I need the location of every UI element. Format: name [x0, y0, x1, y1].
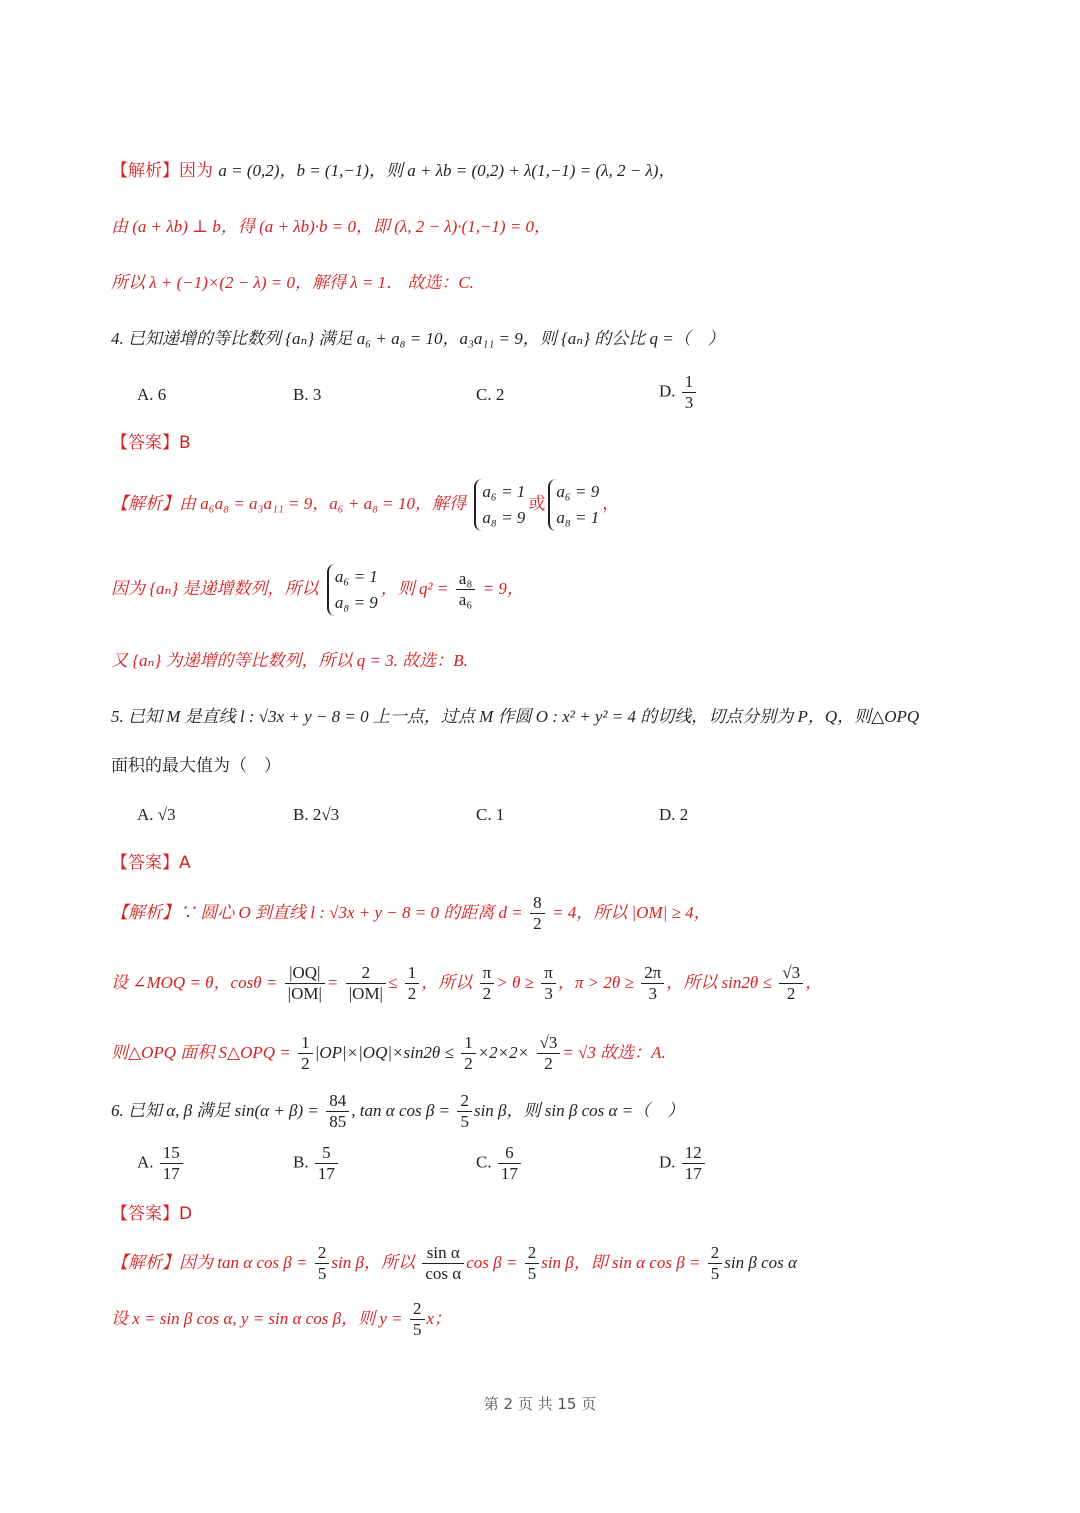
q4-option-b: B. 3 — [293, 385, 322, 404]
q3-vector-expression: a = (0,2)，b = (1,−1)，则 a + λb = (0,2) + λ(1,−1) = (λ, 2 − λ)， — [218, 161, 676, 180]
q5-analysis-line-3: 则△OPQ 面积 S△OPQ = $\frac{1}{2}$ |OP|×|OQ|×sin2θ ≤ $\frac{1}{2}$ ×2×2× $\frac{√3}{2}$ = √3 故选：A. — [111, 1033, 666, 1073]
q5-analysis-line-1: 【解析】∵ 圆心 O 到直线 l : √3x + y − 8 = 0 的距离 d = $\frac{8}{2}$ = 4，所以 |OM| ≥ 4， — [111, 893, 711, 933]
q4-answer: 【答案】B — [111, 433, 191, 453]
page-footer: 第 2 页 共 15 页 — [483, 1395, 597, 1413]
q3-analysis-line-3: 所以 λ + (−1)×(2 − λ) = 0，解得 λ = 1． 故选：C. — [111, 273, 474, 292]
q4-analysis-line-1: 【解析】由 a₆a₈ = a₃a₁₁ = 9，a₆ + a₈ = 10，解得 a₆ = 1 a₈ = 9 或 a₆ = 9 a₈ = 1 ， — [111, 478, 1020, 531]
q5-analysis-line-2: 设 ∠MOQ = θ，cosθ = $\frac{|OQ|}{|OM|}$ = $\frac{2}{|OM|}$ ≤ $\frac{1}{2}$ ，所以 $\frac{\pi}{2}$ > θ ≥ $\frac{\pi}{3}$ ，π > 2θ ≥ $\frac{2\pi}{3}$ ，所以 sin2θ ≤ $\frac{√3}{2}$ ， — [111, 963, 823, 1003]
q4-analysis-line-3: 又 {aₙ} 为递增的等比数列，所以 q = 3. 故选：B. — [111, 651, 468, 670]
q3-analysis-line-2: 由 (a + λb) ⊥ b，得 (a + λb)·b = 0，即 (λ, 2 − λ)·(1,−1) = 0， — [111, 217, 552, 236]
q6-answer: 【答案】D — [111, 1204, 193, 1224]
q4-system-2: a₆ = 9 a₈ = 1 — [548, 479, 599, 531]
q4-option-c: C. 2 — [476, 385, 505, 404]
q5-stem-line-2: 面积的最大值为（ ） — [111, 756, 281, 776]
q5-option-c: C. 1 — [476, 805, 505, 824]
q4-system-1: a₆ = 1 a₈ = 9 — [474, 479, 525, 531]
q6-option-d: D. $\frac{12}{17}$ — [659, 1143, 707, 1184]
q4-system-3: a₆ = 1 a₈ = 9 — [327, 564, 378, 616]
q5-option-d: D. 2 — [659, 805, 689, 824]
q6-option-a: A. $\frac{15}{17}$ — [137, 1143, 185, 1184]
q5-stem-line-1: 5. 已知 M 是直线 l : √3x + y − 8 = 0 上一点，过点 M 作圆 O : x² + y² = 4 的切线，切点分别为 P，Q，则△OPQ — [111, 707, 920, 726]
q6-option-c: C. $\frac{6}{17}$ — [476, 1143, 523, 1184]
q6-option-b: B. $\frac{5}{17}$ — [293, 1143, 340, 1184]
q5-option-a: A. √3 — [137, 805, 176, 824]
q3-analysis-line-1: 【解析】因为 a = (0,2)，b = (1,−1)，则 a + λb = (0,2) + λ(1,−1) = (λ, 2 − λ)， — [111, 161, 676, 181]
q4-option-d: D. $\frac{1}{3}$ — [659, 372, 698, 413]
q4-stem: 4. 已知递增的等比数列 {aₙ} 满足 a₆ + a₈ = 10，a₃a₁₁ = 9，则 {aₙ} 的公比 q =（ ） — [111, 329, 725, 348]
q4-option-a: A. 6 — [137, 385, 167, 404]
q5-option-b: B. 2√3 — [293, 805, 340, 824]
q4-analysis-line-2: 因为 {aₙ} 是递增数列，所以 a₆ = 1 a₈ = 9 ，则 q² = $\frac{\text{a₈}}{\text{a₆}}$ = 9， — [111, 563, 1020, 616]
q6-stem: 6. 已知 α, β 满足 sin(α + β) = $\frac{84}{85}$ , tan α cos β = $\frac{2}{5}$ sin β，则 sin β cos α =（ ） — [111, 1091, 685, 1131]
q5-answer: 【答案】A — [111, 853, 191, 873]
q4-ratio-fraction: $\frac{\text{a₈}}{\text{a₆}}$ — [456, 569, 475, 610]
q6-analysis-line-1: 【解析】因为 tan α cos β = $\frac{2}{5}$ sin β，所以 $\frac{\text{sin α}}{\text{cos α}}$ cos β = $\frac{2}{5}$ sin β，即 sin α cos β = $\frac{2}{5}$ sin β cos α — [111, 1243, 797, 1283]
q6-analysis-line-2: 设 x = sin β cos α, y = sin α cos β，则 y = $\frac{2}{5}$ x； — [111, 1299, 452, 1339]
q4-option-d-fraction: $\frac{1}{3}$ — [682, 372, 697, 413]
q5-distance-fraction: $\frac{8}{2}$ — [530, 893, 545, 934]
